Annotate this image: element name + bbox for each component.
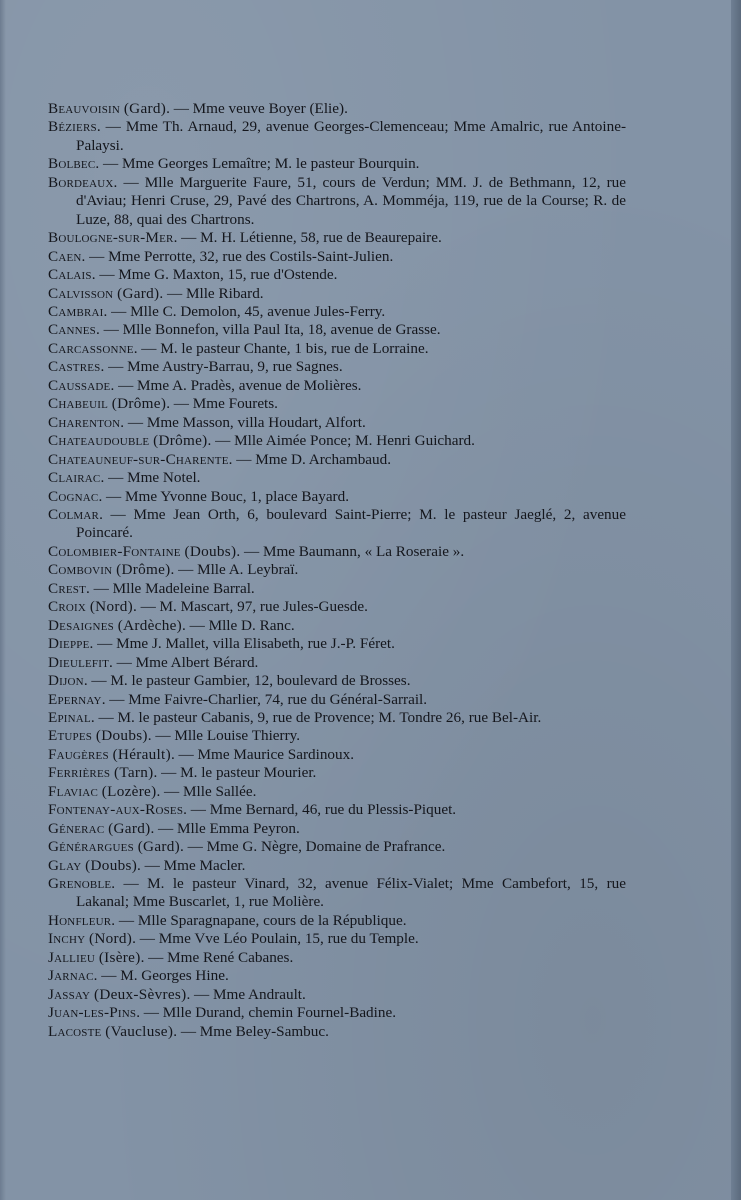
entry-contacts: Mlle Emma Peyron. <box>177 819 300 837</box>
entry-contacts: Mme Fourets. <box>192 395 278 413</box>
address-entry: Honfleur. — Mlle Sparagnapane, cours de la République. <box>48 911 407 929</box>
address-entry: Colombier-Fontaine (Doubs). — Mme Baumann, « La Roseraie ». <box>48 542 465 560</box>
entry-region: (Doubs) <box>85 856 138 874</box>
entry-region: (Drôme) <box>111 395 167 413</box>
entry-contacts: Mme Faivre-Charlier, 74, rue du Général-Sarrail. <box>128 690 428 708</box>
entry-place: Epinal <box>48 708 91 726</box>
entry-place: Beauvoisin <box>48 100 121 117</box>
entry-place: Cannes <box>48 321 96 339</box>
entry-region: (Lozère) <box>101 782 157 800</box>
entry-contacts: Mme G. Nègre, Domaine de Prafrance. <box>206 838 446 856</box>
address-entry: Desaignes (Ardèche). — Mlle D. Ranc. <box>48 616 295 634</box>
address-entry: Epinal. — M. le pasteur Cabanis, 9, rue de Provence; M. Tondre 26, rue Bel-Air. <box>48 708 542 726</box>
entry-place: Boulogne-sur-Mer <box>48 229 174 247</box>
entry-place: Jallieu <box>48 948 96 966</box>
address-entry: Grenoble. — M. le pasteur Vinard, 32, avenue Félix-Vialet; Mme Cambefort, 15, rue Lakanal; Mme Buscarlet, 1, rue Molière. <box>48 875 626 911</box>
entry-region: (Doubs) <box>184 542 237 560</box>
entry-place: Honfleur <box>48 911 112 929</box>
entry-contacts: Mlle Aimée Ponce; M. Henri Guichard. <box>234 432 475 450</box>
entry-contacts: Mlle Sallée. <box>183 782 257 800</box>
entry-region: (Ardèche) <box>117 616 182 634</box>
entry-contacts: Mme A. Pradès, avenue de Molières. <box>137 376 362 394</box>
entry-place: Grenoble <box>48 875 112 893</box>
entry-contacts: Mme Austry-Barrau, 9, rue Sagnes. <box>127 358 343 376</box>
entry-place: Chabeuil <box>48 395 108 413</box>
entry-place: Combovin <box>48 561 113 579</box>
page-right-edge <box>731 0 741 1200</box>
entry-contacts: M. Georges Hine. <box>120 967 229 985</box>
address-entry: Epernay. — Mme Faivre-Charlier, 74, rue du Général-Sarrail. <box>48 690 428 708</box>
address-entry: Jarnac. — M. Georges Hine. <box>48 967 229 985</box>
address-entry: Cannes. — Mlle Bonnefon, villa Paul Ita, 18, avenue de Grasse. <box>48 321 441 339</box>
entry-region: (Vaucluse) <box>105 1022 174 1040</box>
entry-contacts: Mlle Marguerite Faure, 51, cours de Verdun; MM. J. de Bethmann, 12, rue d'Aviau; Henri Cruse, 29, Pavé des Chartrons, A. Momméja, 119, rue de la Course; R. de Luze, 88, quai des Chartrons. <box>76 173 627 228</box>
address-entry: Dieppe. — Mme J. Mallet, villa Elisabeth, rue J.-P. Féret. <box>48 635 395 653</box>
entry-region: (Drôme) <box>153 432 208 450</box>
address-entry: Chateaudouble (Drôme). — Mlle Aimée Ponce; M. Henri Guichard. <box>48 432 475 450</box>
entry-region: (Isère) <box>98 948 141 966</box>
address-entry: Bordeaux. — Mlle Marguerite Faure, 51, cours de Verdun; MM. J. de Bethmann, 12, rue d'Aviau; Henri Cruse, 29, Pavé des Chartrons, A. Momméja, 119, rue de la Course; R. de Luze, 88, quai des Chartrons. <box>48 173 627 228</box>
address-entry: Caen. — Mme Perrotte, 32, rue des Costils-Saint-Julien. <box>48 247 394 265</box>
entry-place: Colombier-Fontaine <box>48 542 181 560</box>
entry-region: (Gard) <box>108 819 151 837</box>
entry-place: Générargues <box>48 838 134 856</box>
address-entry: Calais. — Mme G. Maxton, 15, rue d'Ostende. <box>48 266 338 284</box>
entry-contacts: Mme Georges Lemaître; M. le pasteur Bourquin. <box>121 155 420 173</box>
entry-place: Desaignes <box>48 616 114 634</box>
entry-place: Jarnac <box>48 967 94 985</box>
entry-place: Colmar <box>48 505 100 523</box>
address-entry: Béziers. — Mme Th. Arnaud, 29, avenue Georges-Clemenceau; Mme Amalric, rue Antoine-Palaysi. <box>48 118 627 154</box>
address-entry: Flaviac (Lozère). — Mlle Sallée. <box>48 782 257 800</box>
entry-place: Glay <box>48 856 82 874</box>
entry-contacts: Mme Macler. <box>163 856 246 874</box>
entry-place: Carcassonne <box>48 339 134 357</box>
entry-region: (Gard) <box>137 838 180 856</box>
entry-place: Caen <box>48 247 82 265</box>
entry-contacts: Mme Maurice Sardinoux. <box>197 745 354 763</box>
address-entry: Calvisson (Gard). — Mlle Ribard. <box>48 284 264 302</box>
entry-region: (Deux-Sèvres) <box>93 985 187 1003</box>
entry-place: Génerac <box>48 819 105 837</box>
entry-place: Etupes <box>48 727 93 745</box>
entry-place: Juan-les-Pins <box>48 1004 137 1022</box>
address-entry: Dieulefit. — Mme Albert Bérard. <box>48 653 259 671</box>
entry-region: (Doubs) <box>95 727 148 745</box>
address-entry: Juan-les-Pins. — Mlle Durand, chemin Fournel-Badine. <box>48 1004 397 1022</box>
entry-contacts: Mlle Ribard. <box>185 284 264 302</box>
entry-place: Ferrières <box>48 764 111 782</box>
entry-contacts: Mlle Madeleine Barral. <box>112 579 255 597</box>
entry-place: Chateaudouble <box>48 432 150 450</box>
entry-contacts: Mme Yvonne Bouc, 1, place Bayard. <box>125 487 350 505</box>
address-entry: Crest. — Mlle Madeleine Barral. <box>48 579 255 597</box>
entry-contacts: M. le pasteur Chante, 1 bis, rue de Lorraine. <box>160 339 429 357</box>
entry-place: Chateauneuf-sur-Charente <box>48 450 229 468</box>
address-entry: Inchy (Nord). — Mme Vve Léo Poulain, 15, rue du Temple. <box>48 930 419 948</box>
entry-place: Dijon <box>48 672 84 690</box>
entry-contacts: Mme Masson, villa Houdart, Alfort. <box>146 413 366 431</box>
entry-region: (Nord) <box>89 930 133 948</box>
address-entry: Glay (Doubs). — Mme Macler. <box>48 856 246 874</box>
entry-contacts: Mme Notel. <box>127 469 201 487</box>
entry-region: (Gard) <box>123 100 167 117</box>
entry-place: Cambrai <box>48 302 104 320</box>
address-entry: Générargues (Gard). — Mme G. Nègre, Domaine de Prafrance. <box>48 838 446 856</box>
address-entry: Jassay (Deux-Sèvres). — Mme Andrault. <box>48 985 306 1003</box>
address-entry: Castres. — Mme Austry-Barrau, 9, rue Sagnes. <box>48 358 343 376</box>
entry-contacts: M. le pasteur Vinard, 32, avenue Félix-Vialet; Mme Cambefort, 15, rue Lakanal; Mme Buscarlet, 1, rue Molière. <box>76 875 626 911</box>
entry-contacts: Mlle D. Ranc. <box>208 616 295 634</box>
entry-contacts: Mme Vve Léo Poulain, 15, rue du Temple. <box>158 930 419 948</box>
address-list <box>48 100 626 1041</box>
entry-place: Fontenay-aux-Roses <box>48 801 184 819</box>
address-entry: Caussade. — Mme A. Pradès, avenue de Molières. <box>48 376 362 394</box>
entry-place: Caussade <box>48 376 111 394</box>
address-entry: Cambrai. — Mlle C. Demolon, 45, avenue Jules-Ferry. <box>48 302 386 320</box>
address-entry: Faugères (Hérault). — Mme Maurice Sardinoux. <box>48 745 354 763</box>
entry-place: Faugères <box>48 745 109 763</box>
entry-place: Croix <box>48 598 87 616</box>
entry-contacts: M. le pasteur Gambier, 12, boulevard de Brosses. <box>110 672 411 690</box>
page-left-edge-shadow <box>0 0 6 1200</box>
entry-contacts: Mlle Louise Thierry. <box>174 727 301 745</box>
entry-contacts: Mme D. Archambaud. <box>255 450 392 468</box>
entry-place: Béziers <box>48 118 97 136</box>
entry-place: Calvisson <box>48 284 114 302</box>
address-entry: Colmar. — Mme Jean Orth, 6, boulevard Saint-Pierre; M. le pasteur Jaeglé, 2, avenue Poincaré. <box>48 505 626 542</box>
entry-region: (Nord) <box>89 598 133 616</box>
address-entry: Jallieu (Isère). — Mme René Cabanes. <box>48 948 294 966</box>
entry-contacts: Mlle C. Demolon, 45, avenue Jules-Ferry. <box>130 302 386 320</box>
address-entry: Boulogne-sur-Mer. — M. H. Létienne, 58, rue de Beaurepaire. <box>48 229 442 247</box>
address-entry: Lacoste (Vaucluse). — Mme Beley-Sambuc. <box>48 1022 329 1040</box>
address-entry: Génerac (Gard). — Mlle Emma Peyron. <box>48 819 300 837</box>
entry-place: Flaviac <box>48 782 98 800</box>
entry-place: Dieulefit <box>48 653 110 671</box>
entry-region: (Hérault) <box>112 745 171 763</box>
entry-contacts: Mme G. Maxton, 15, rue d'Ostende. <box>118 266 338 284</box>
entry-contacts: Mlle A. Leybraï. <box>197 561 299 579</box>
entry-contacts: Mlle Durand, chemin Fournel-Badine. <box>162 1004 397 1022</box>
address-entry: Chateauneuf-sur-Charente. — Mme D. Archambaud. <box>48 450 392 468</box>
address-entry: Beauvoisin (Gard). — Mme veuve Boyer (Elie). <box>48 100 348 117</box>
address-entry: Cognac. — Mme Yvonne Bouc, 1, place Bayard. <box>48 487 350 505</box>
address-entry: Combovin (Drôme). — Mlle A. Leybraï. <box>48 561 299 579</box>
entry-place: Inchy <box>48 930 86 948</box>
entry-contacts: Mlle Sparagnapane, cours de la République. <box>137 911 407 929</box>
entry-contacts: Mme veuve Boyer (Elie). <box>192 100 348 117</box>
entry-place: Clairac <box>48 469 101 487</box>
entry-place: Cognac <box>48 487 99 505</box>
entry-place: Jassay <box>48 985 91 1003</box>
entry-contacts: Mlle Bonnefon, villa Paul Ita, 18, avenue de Grasse. <box>122 321 441 339</box>
entry-region: (Gard) <box>117 284 160 302</box>
address-entry: Croix (Nord). — M. Mascart, 97, rue Jules-Guesde. <box>48 598 368 616</box>
entry-place: Dieppe <box>48 635 90 653</box>
address-entry: Bolbec. — Mme Georges Lemaître; M. le pasteur Bourquin. <box>48 155 420 173</box>
entry-place: Bolbec <box>48 155 96 173</box>
entry-contacts: M. le pasteur Cabanis, 9, rue de Provence; M. Tondre 26, rue Bel-Air. <box>117 708 542 726</box>
entry-place: Bordeaux <box>48 173 114 191</box>
entry-contacts: M. H. Létienne, 58, rue de Beaurepaire. <box>200 229 442 247</box>
entry-place: Crest <box>48 579 87 597</box>
address-entry: Chabeuil (Drôme). — Mme Fourets. <box>48 395 278 413</box>
address-entry: Dijon. — M. le pasteur Gambier, 12, boulevard de Brosses. <box>48 672 411 690</box>
address-entry: Charenton. — Mme Masson, villa Houdart, Alfort. <box>48 413 366 431</box>
entry-region: (Drôme) <box>116 561 171 579</box>
entry-place: Charenton <box>48 413 121 431</box>
entry-place: Castres <box>48 358 101 376</box>
entry-contacts: M. Mascart, 97, rue Jules-Guesde. <box>159 598 368 616</box>
entry-contacts: Mme J. Mallet, villa Elisabeth, rue J.-P. Féret. <box>116 635 395 653</box>
entry-contacts: Mme Bernard, 46, rue du Plessis-Piquet. <box>209 801 457 819</box>
entry-contacts: Mme Perrotte, 32, rue des Costils-Saint-Julien. <box>108 247 394 265</box>
entry-region: (Tarn) <box>114 764 154 782</box>
entry-contacts: Mme Th. Arnaud, 29, avenue Georges-Clemenceau; Mme Amalric, rue Antoine-Palaysi. <box>76 118 627 154</box>
address-entry: Carcassonne. — M. le pasteur Chante, 1 bis, rue de Lorraine. <box>48 339 429 357</box>
entry-contacts: Mme Baumann, « La Roseraie ». <box>262 542 465 560</box>
address-entry: Etupes (Doubs). — Mlle Louise Thierry. <box>48 727 301 745</box>
entry-contacts: Mme René Cabanes. <box>167 948 294 966</box>
entry-place: Lacoste <box>48 1022 102 1040</box>
address-entry: Ferrières (Tarn). — M. le pasteur Mourier. <box>48 764 317 782</box>
entry-contacts: Mme Jean Orth, 6, boulevard Saint-Pierre; M. le pasteur Jaeglé, 2, avenue Poincaré. <box>76 505 626 542</box>
entry-contacts: M. le pasteur Mourier. <box>180 764 317 782</box>
entry-place: Epernay <box>48 690 102 708</box>
entry-contacts: Mme Andrault. <box>213 985 306 1003</box>
address-entry: Fontenay-aux-Roses. — Mme Bernard, 46, rue du Plessis-Piquet. <box>48 801 457 819</box>
entry-contacts: Mme Beley-Sambuc. <box>199 1022 329 1040</box>
entry-place: Calais <box>48 266 92 284</box>
address-entry: Clairac. — Mme Notel. <box>48 469 201 487</box>
entry-contacts: Mme Albert Bérard. <box>135 653 259 671</box>
